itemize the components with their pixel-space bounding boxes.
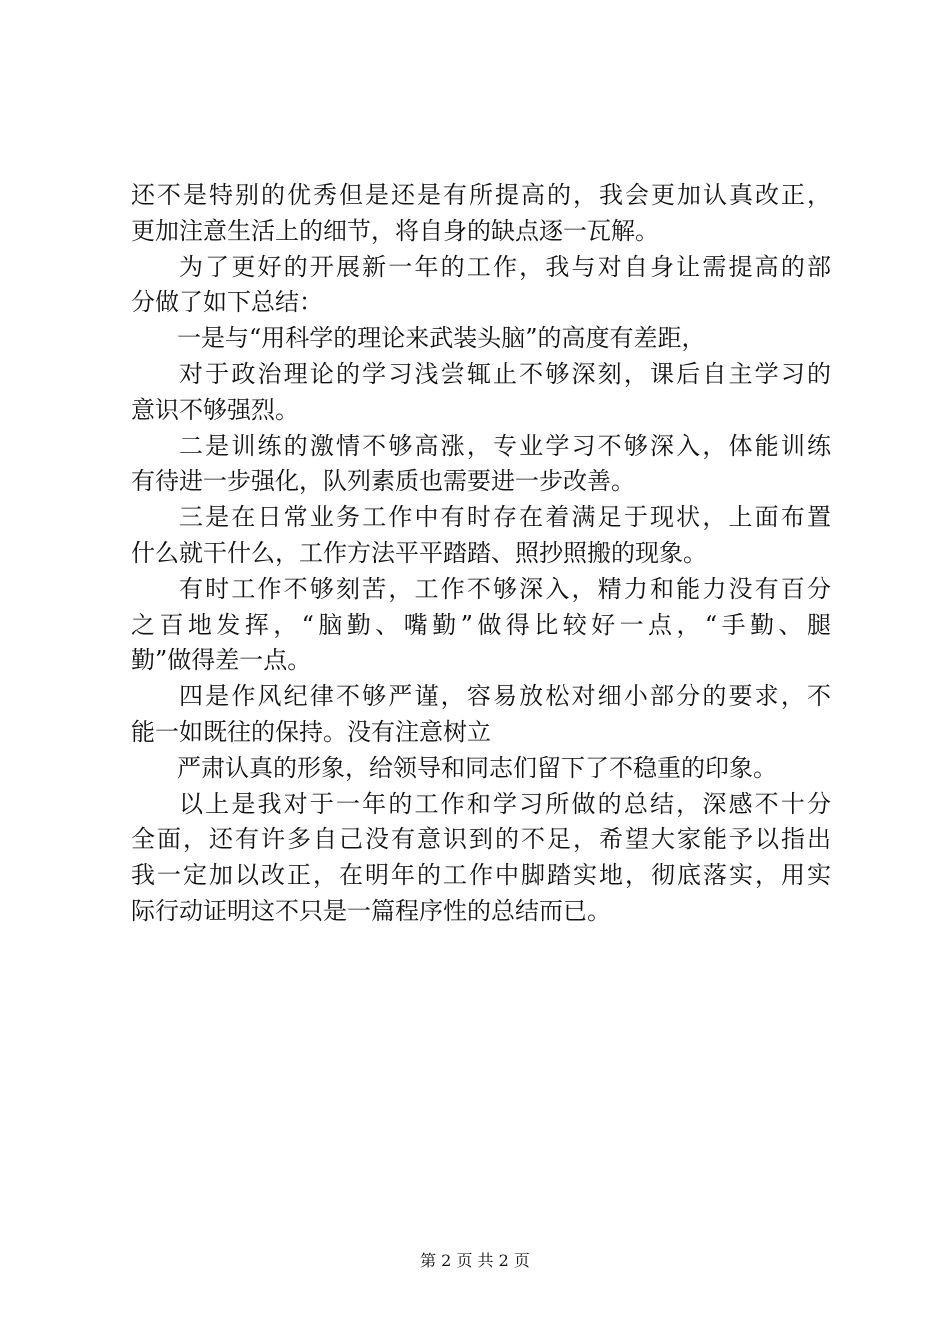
text-line: 还不是特别的优秀但是还是有所提高的，我会更加认真改正， xyxy=(131,181,831,209)
text-line: 一是与“用科学的理论来武装头脑”的高度有差距， xyxy=(177,324,706,353)
text-line: 有待进一步强化，队列素质也需要进一步改善。 xyxy=(131,467,635,496)
text-line: 意识不够强烈。 xyxy=(131,395,299,424)
page-footer: 第 2 页 共 2 页 xyxy=(420,1251,530,1270)
text-line: 对于政治理论的学习浅尝辄止不够深刻，课后自主学习的 xyxy=(179,359,831,388)
text-line: 什么就干什么，工作方法平平踏踏、照抄照搬的现象。 xyxy=(131,538,707,567)
text-line: 四是作风纪律不够严谨，容易放松对细小部分的要求，不 xyxy=(179,682,831,711)
text-line: 有时工作不够刻苦，工作不够深入，精力和能力没有百分 xyxy=(179,574,831,603)
text-line: 勤”做得差一点。 xyxy=(131,646,312,675)
text-line: 之百地发挥，“脑勤、嘴勤”做得比较好一点，“手勤、腿 xyxy=(131,610,831,639)
text-line: 分做了如下总结： xyxy=(131,288,323,317)
text-line: 我一定加以改正，在明年的工作中脚踏实地，彻底落实，用实 xyxy=(131,861,831,890)
text-line: 以上是我对于一年的工作和学习所做的总结，深感不十分 xyxy=(179,789,831,818)
text-line: 全面，还有许多自己没有意识到的不足，希望大家能予以指出 xyxy=(131,825,831,854)
text-line: 严肃认真的形象，给领导和同志们留下了不稳重的印象。 xyxy=(177,753,777,782)
text-line: 为了更好的开展新一年的工作，我与对自身让需提高的部 xyxy=(179,252,831,281)
text-line: 能一如既往的保持。没有注意树立 xyxy=(131,717,491,746)
body-text xyxy=(131,178,831,930)
text-line: 际行动证明这不只是一篇程序性的总结而已。 xyxy=(131,896,611,925)
text-line: 三是在日常业务工作中有时存在着满足于现状，上面布置 xyxy=(179,503,831,532)
text-line: 更加注意生活上的细节，将自身的缺点逐一瓦解。 xyxy=(131,216,659,245)
text-line: 二是训练的激情不够高涨，专业学习不够深入，体能训练 xyxy=(179,431,831,460)
